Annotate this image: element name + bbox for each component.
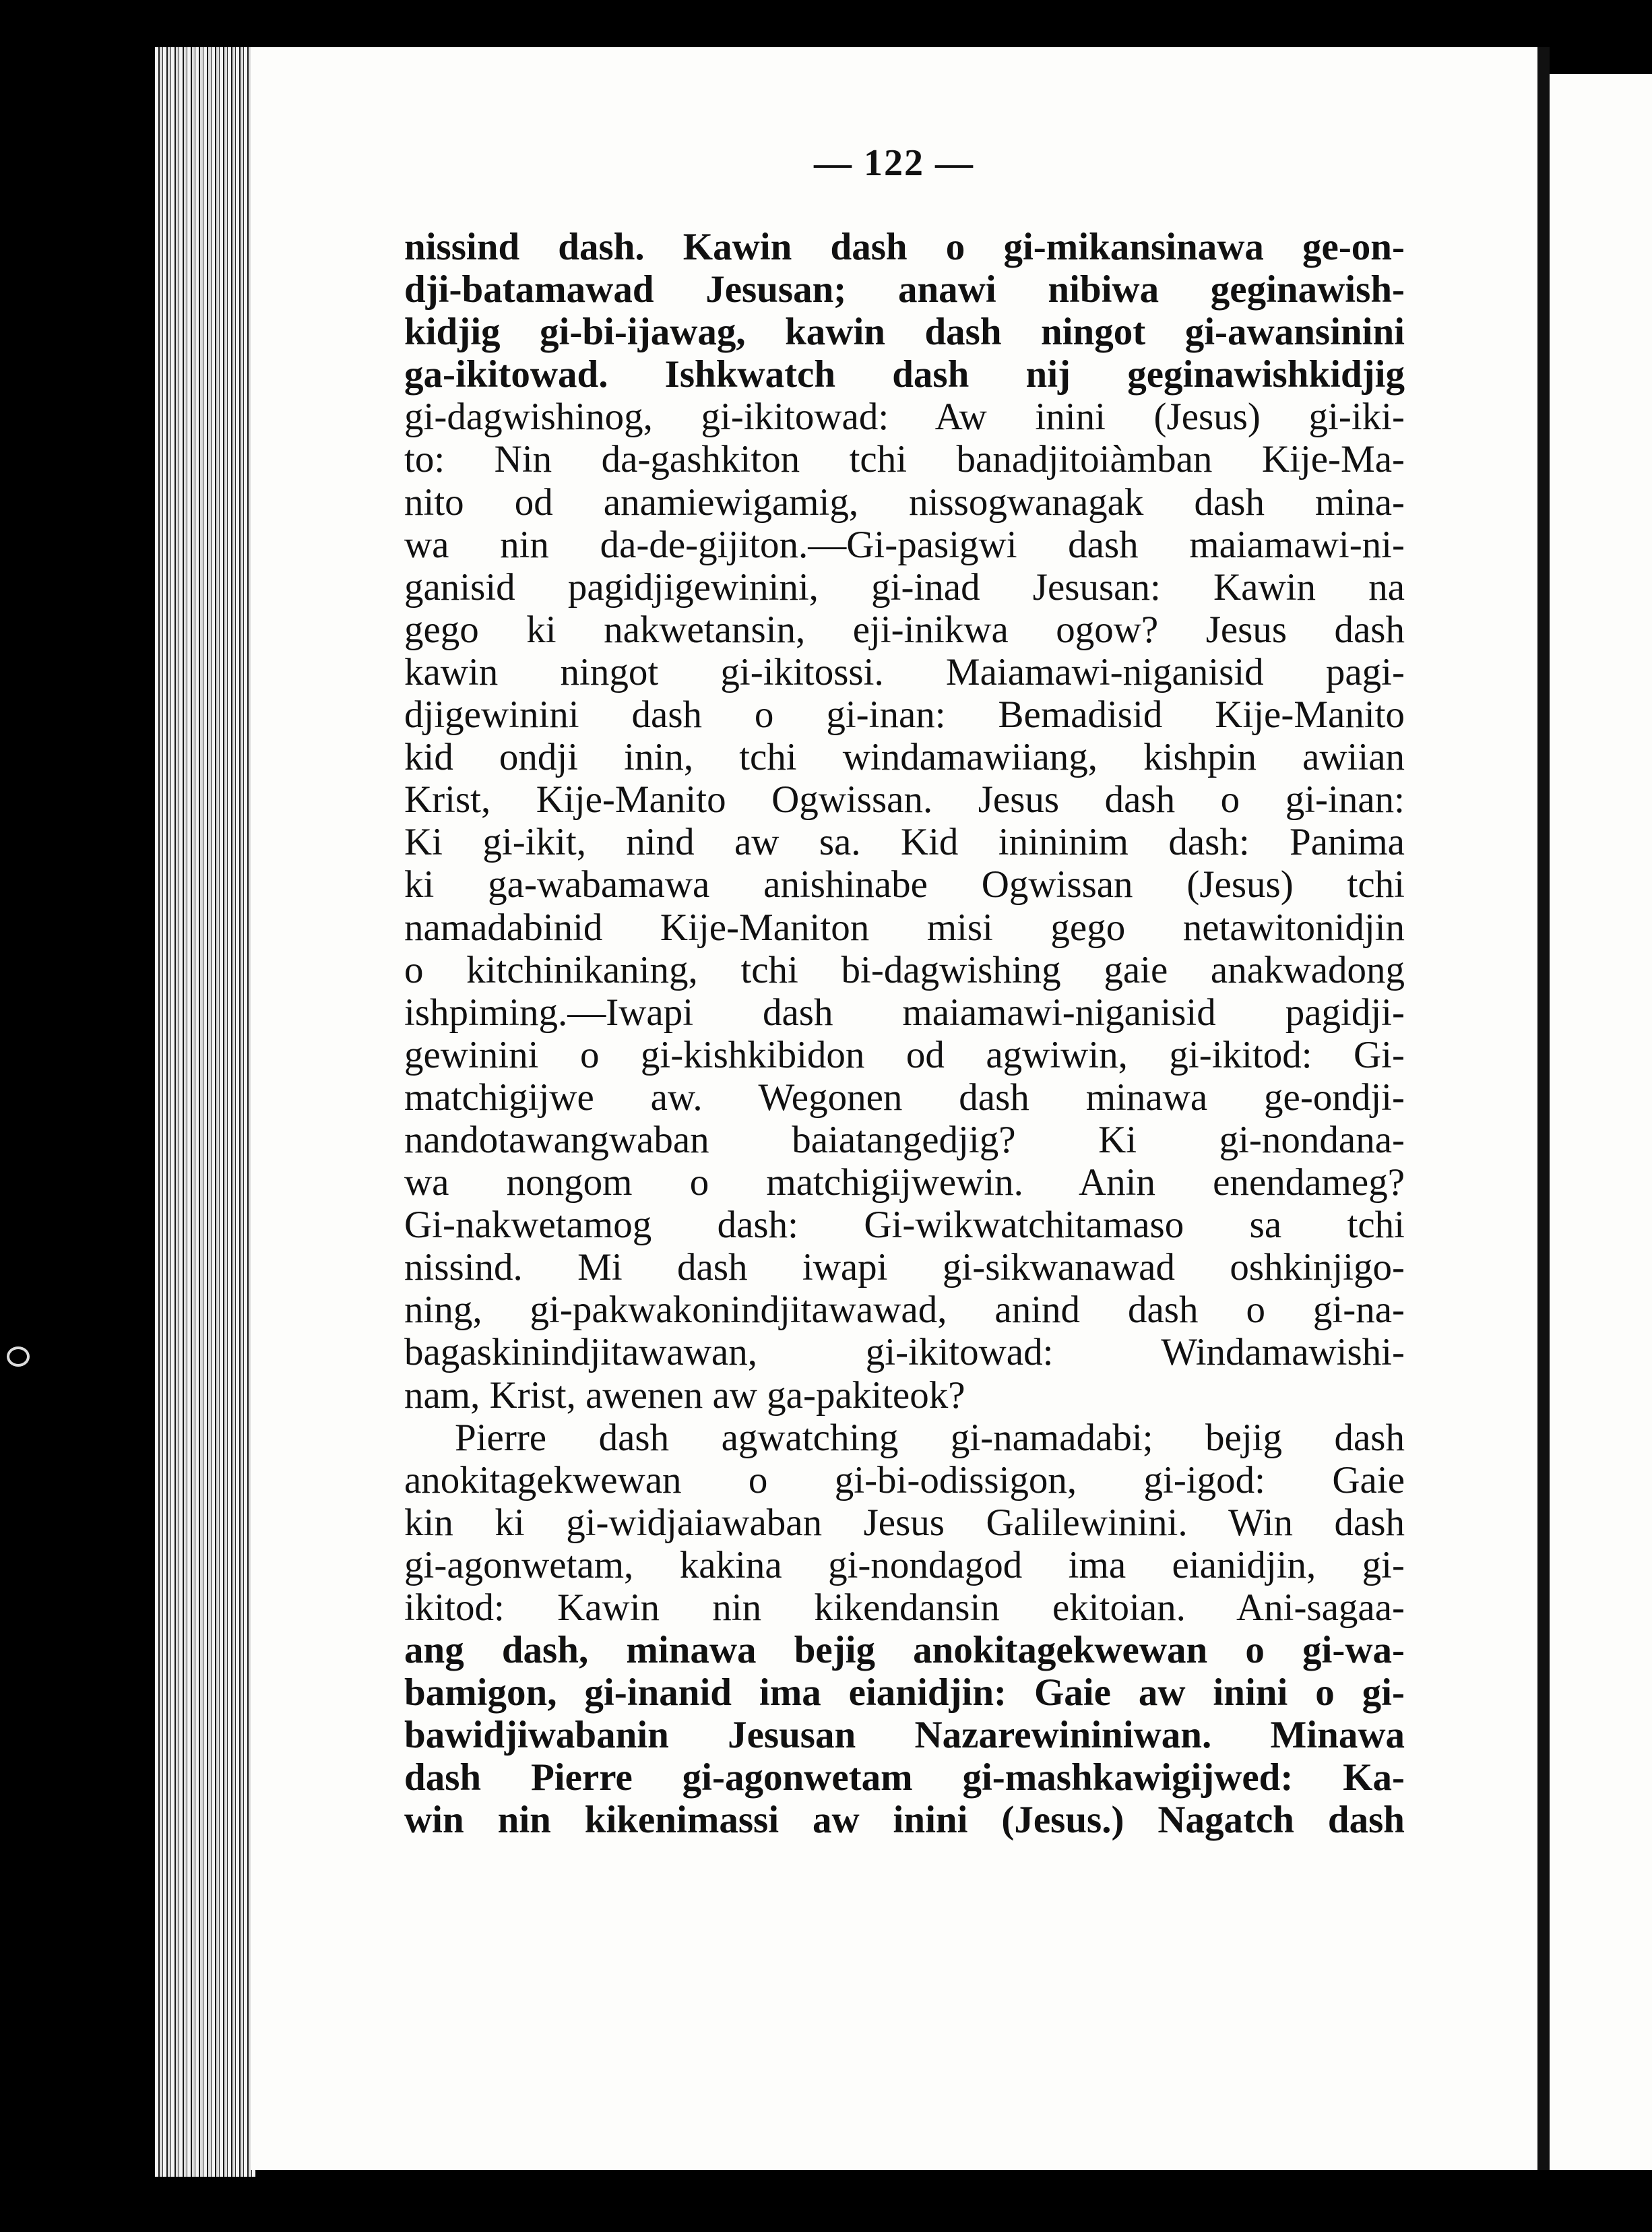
text-line: ishpiming.—Iwapi dash maiamawi-niganisid pagidji- <box>404 991 1405 1034</box>
text-line: nissind. Mi dash iwapi gi-sikwanawad oshkinjigo- <box>404 1246 1405 1289</box>
text-line: ga-ikitowad. Ishkwatch dash nij geginawishkidjig <box>404 353 1405 396</box>
book-page-edges <box>155 47 256 2177</box>
facing-page-edge <box>1550 74 1652 2170</box>
text-line: bamigon, gi-inanid ima eianidjin: Gaie aw inini o gi- <box>404 1671 1405 1714</box>
text-line: wa nin da-de-gijiton.—Gi-pasigwi dash maiamawi-ni- <box>404 523 1405 566</box>
text-line: gi-dagwishinog, gi-ikitowad: Aw inini (Jesus) gi-iki- <box>404 396 1405 439</box>
text-line: bagaskinindjitawawan, gi-ikitowad: Windamawishi- <box>404 1331 1405 1374</box>
text-line: wa nongom o matchigijwewin. Anin enendameg? <box>404 1161 1405 1204</box>
text-line: ning, gi-pakwakonindjitawawad, anind dash o gi-na- <box>404 1289 1405 1332</box>
text-line: Ki gi-ikit, nind aw sa. Kid inininim dash: Panima <box>404 821 1405 864</box>
text-line: djigewinini dash o gi-inan: Bemadisid Kije-Manito <box>404 693 1405 737</box>
text-line: ikitod: Kawin nin kikendansin ekitoian. Ani-sagaa- <box>404 1586 1405 1629</box>
page-number: — 122 — <box>814 142 974 184</box>
scan-speck-mark <box>7 1346 30 1367</box>
text-line: nito od anamiewigamig, nissogwanagak dash mina- <box>404 480 1405 524</box>
text-line: nandotawangwaban baiatangedjig? Ki gi-nondana- <box>404 1118 1405 1161</box>
text-line: kid ondji inin, tchi windamawiiang, kishpin awiian <box>404 736 1405 779</box>
text-line: Pierre dash agwatching gi-namadabi; bejig dash <box>455 1416 1405 1459</box>
text-line: namadabinid Kije-Maniton misi gego netawitonidjin <box>404 906 1405 949</box>
text-line: nam, Krist, awenen aw ga-pakiteok? <box>404 1373 965 1417</box>
text-line: Gi-nakwetamog dash: Gi-wikwatchitamaso sa tchi <box>404 1204 1405 1247</box>
text-line: kin ki gi-widjaiawaban Jesus Galilewinini. Win dash <box>404 1501 1405 1544</box>
text-line: to: Nin da-gashkiton tchi banadjitoiàmban Kije-Ma- <box>404 438 1405 481</box>
text-line: dash Pierre gi-agonwetam gi-mashkawigijwed: Ka- <box>404 1756 1405 1799</box>
text-line: kidjig gi-bi-ijawag, kawin dash ningot gi-awansinini <box>404 311 1405 354</box>
text-line: bawidjiwabanin Jesusan Nazarewininiwan. Minawa <box>404 1714 1405 1757</box>
gutter-shadow <box>1537 47 1550 2170</box>
text-line: gewinini o gi-kishkibidon od agwiwin, gi-ikitod: Gi- <box>404 1033 1405 1076</box>
text-line: ganisid pagidjigewinini, gi-inad Jesusan: Kawin na <box>404 565 1405 609</box>
text-line: win nin kikenimassi aw inini (Jesus.) Nagatch dash <box>404 1799 1405 1842</box>
text-line: nissind dash. Kawin dash o gi-mikansinawa ge-on- <box>404 226 1405 268</box>
text-line: Krist, Kije-Manito Ogwissan. Jesus dash o gi-inan: <box>404 778 1405 822</box>
text-line: ki ga-wabamawa anishinabe Ogwissan (Jesus) tchi <box>404 863 1405 906</box>
text-line: gi-agonwetam, kakina gi-nondagod ima eianidjin, gi- <box>404 1543 1405 1586</box>
text-line: o kitchinikaning, tchi bi-dagwishing gaie anakwadong <box>404 948 1405 991</box>
text-line: ang dash, minawa bejig anokitagekwewan o gi-wa- <box>404 1629 1405 1672</box>
text-line: anokitagekwewan o gi-bi-odissigon, gi-igod: Gaie <box>404 1458 1405 1501</box>
text-line: gego ki nakwetansin, eji-inikwa ogow? Jesus dash <box>404 608 1405 651</box>
page-text-block <box>404 226 1405 1842</box>
text-line: matchigijwe aw. Wegonen dash minawa ge-ondji- <box>404 1076 1405 1119</box>
text-line: dji-batamawad Jesusan; anawi nibiwa geginawish- <box>404 268 1405 311</box>
text-line: kawin ningot gi-ikitossi. Maiamawi-niganisid pagi- <box>404 650 1405 693</box>
